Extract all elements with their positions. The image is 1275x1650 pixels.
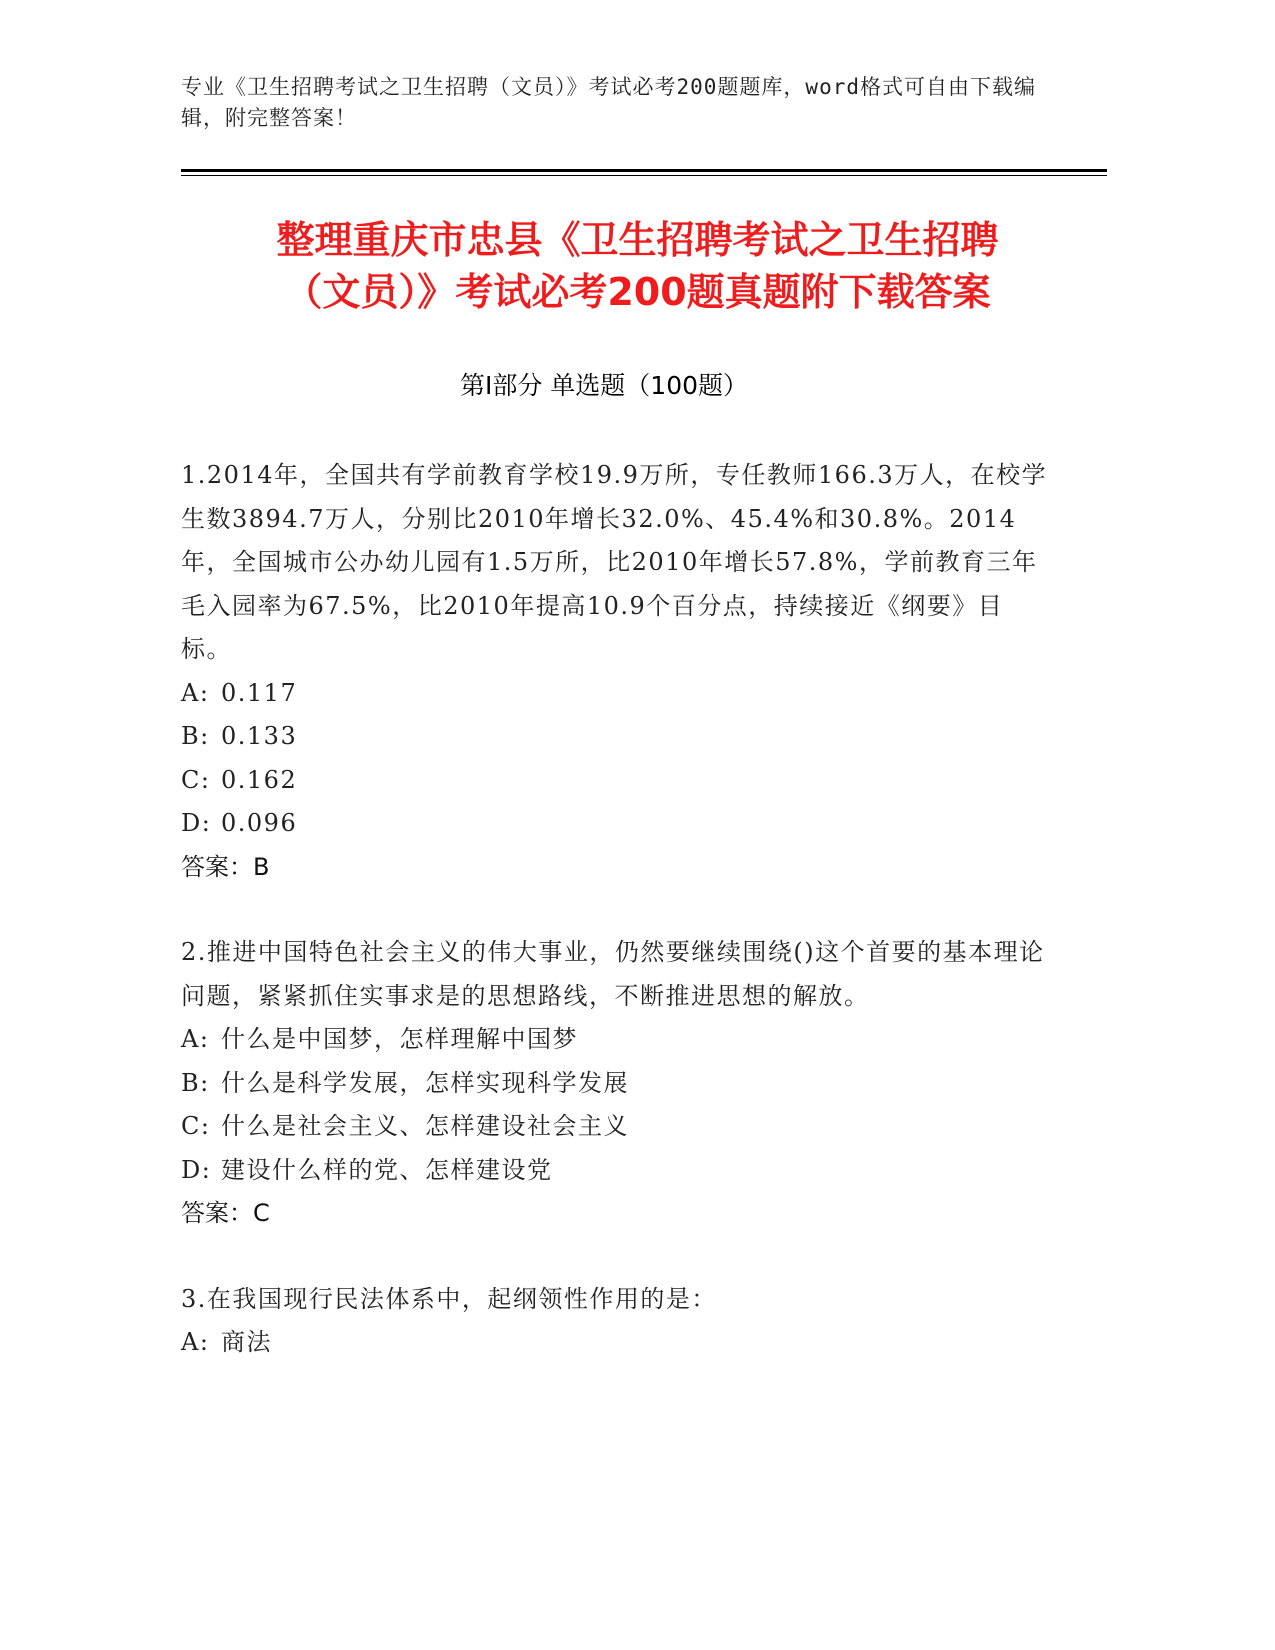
option-text: 什么是社会主义、怎样建设社会主义 [221, 1112, 629, 1140]
option-d [181, 1149, 1051, 1193]
option-key: D: [181, 1155, 212, 1184]
section-title: 第Ⅰ部分 单选题（100题） [459, 371, 749, 400]
option-d [181, 802, 1051, 846]
option-b [181, 715, 1051, 759]
document-title [150, 214, 1125, 318]
header-rule-thick [181, 169, 1107, 172]
question-stem: 1.2014年，全国共有学前教育学校19.9万所，专任教师166.3万人，在校学生数3894.7万人，分别比2010年增长32.0%、45.4%和30.8%。2014年，全国城市公办幼儿园有1.5万所，比2010年增长57.8%，学前教育三年毛入园率为67.5%，比2010年提高10.9个百分点，持续接近《纲要》目标。 [181, 461, 1048, 663]
option-text: 商法 [221, 1328, 272, 1356]
option-key: B: [181, 1068, 210, 1097]
question-stem: 3.在我国现行民法体系中，起纲领性作用的是： [181, 1284, 717, 1313]
option-text: 0.096 [221, 809, 298, 837]
option-b [181, 1062, 1051, 1106]
option-text: 0.117 [221, 678, 298, 707]
question-2 [181, 931, 1051, 1236]
header-note: 专业《卫生招聘考试之卫生招聘（文员）》考试必考200题题库，word格式可自由下载编辑，附完整答案！ [181, 75, 1036, 130]
question-list [181, 454, 1051, 1407]
question-1 [181, 454, 1051, 889]
option-c [181, 1105, 1051, 1149]
option-a [181, 672, 1051, 716]
option-key: B: [181, 722, 210, 750]
option-a [181, 1321, 1051, 1365]
option-text: 什么是中国梦，怎样理解中国梦 [221, 1025, 578, 1053]
option-text: 什么是科学发展，怎样实现科学发展 [221, 1068, 629, 1097]
option-key: C: [181, 765, 211, 794]
document-title-line-1: 整理重庆市忠县《卫生招聘考试之卫生招聘 [276, 218, 999, 262]
option-key: A: [181, 1025, 210, 1053]
question-stem: 2.推进中国特色社会主义的伟大事业，仍然要继续围绕()这个首要的基本理论问题，紧紧抓住实事求是的思想路线，不断推进思想的解放。 [181, 938, 1045, 1010]
option-c [181, 759, 1051, 803]
option-key: D: [181, 809, 212, 837]
document-title-line-2: （文员）》考试必考200题真题附下载答案 [284, 270, 991, 314]
option-key: A: [181, 1328, 210, 1356]
option-text: 0.133 [221, 722, 298, 750]
option-text: 0.162 [221, 765, 298, 794]
answer-line: 答案：B [181, 852, 270, 881]
header-rule-thin [181, 175, 1107, 176]
option-key: A: [181, 678, 210, 707]
option-key: C: [181, 1112, 211, 1140]
option-a [181, 1018, 1051, 1062]
option-text: 建设什么样的党、怎样建设党 [221, 1155, 553, 1184]
question-3 [181, 1278, 1051, 1365]
answer-line: 答案：C [181, 1199, 270, 1227]
